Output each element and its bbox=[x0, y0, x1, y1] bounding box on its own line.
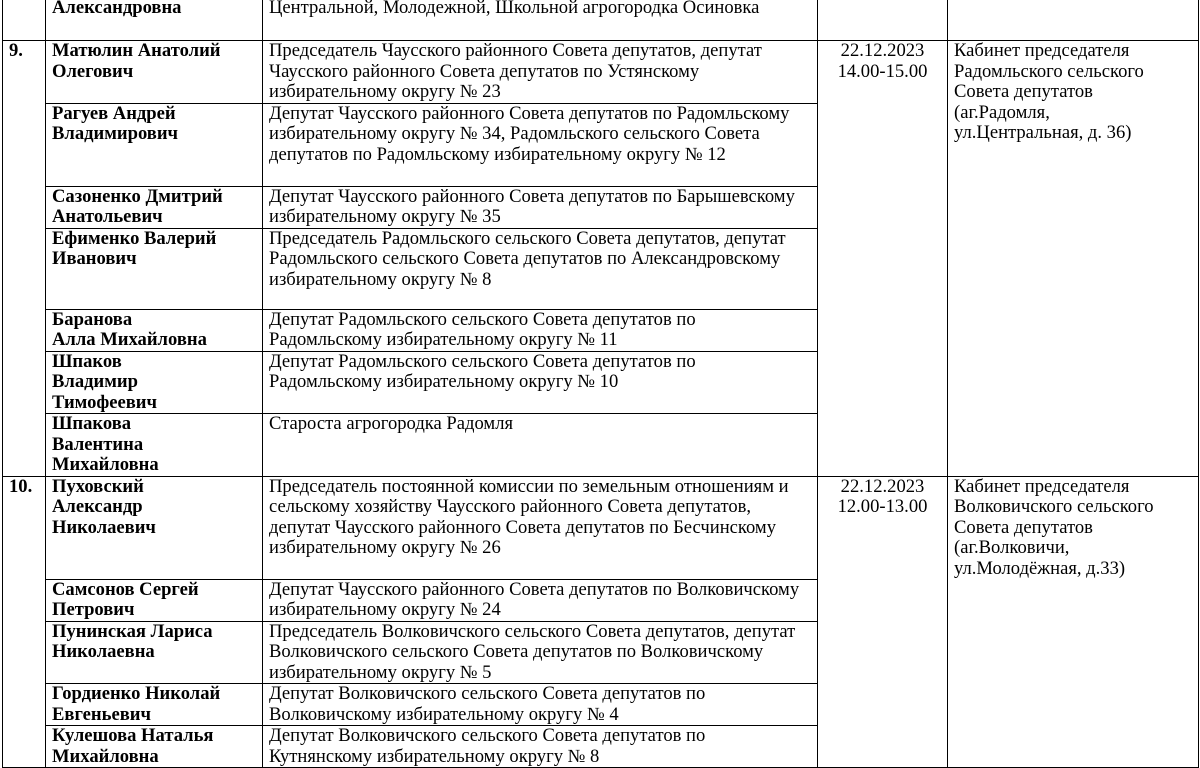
deputy-name: Александровна bbox=[46, 0, 263, 41]
reception-datetime bbox=[818, 0, 948, 41]
deputy-position: Председатель Чаусского районного Совета депутатов, депутат Чаусского районного Совета депутатов по Устянскому избирательному округу № 23 bbox=[263, 41, 818, 104]
deputy-name: Рагуев Андрей Владимирович bbox=[46, 103, 263, 186]
deputy-position: Депутат Чаусского районного Совета депутатов по Радомльскому избирательному округу № 34, Радомльского сельского Совета депутатов по Радомльскому избирательному округу № 12 bbox=[263, 103, 818, 186]
deputy-name: Кулешова Наталья Михайловна bbox=[46, 726, 263, 768]
row-number: 10. bbox=[3, 476, 46, 768]
deputy-position: Депутат Чаусского районного Совета депутатов по Волковичскому избирательному округу № 24 bbox=[263, 579, 818, 621]
table-row bbox=[3, 476, 1199, 579]
deputy-name: Ефименко Валерий Иванович bbox=[46, 228, 263, 309]
deputy-name: Шпаков Владимир Тимофеевич bbox=[46, 351, 263, 414]
reception-datetime: 22.12.2023 14.00-15.00 bbox=[818, 41, 948, 477]
reception-place bbox=[948, 0, 1199, 41]
deputy-position: Центральной, Молодежной, Школьной агрогородка Осиновка bbox=[263, 0, 818, 41]
reception-place: Кабинет председателя Волковичского сельского Совета депутатов (аг.Волковичи, ул.Молодёжная, д.33) bbox=[948, 476, 1199, 768]
deputy-position: Староста агрогородка Радомля bbox=[263, 414, 818, 477]
deputy-name: Баранова Алла Михайловна bbox=[46, 309, 263, 351]
deputy-position: Депутат Волковичского сельского Совета депутатов по Волковичскому избирательному округу № 4 bbox=[263, 684, 818, 726]
deputy-name: Сазоненко Дмитрий Анатольевич bbox=[46, 186, 263, 228]
deputy-name: Матюлин Анатолий Олегович bbox=[46, 41, 263, 104]
reception-schedule-table bbox=[2, 0, 1199, 768]
table-row bbox=[3, 0, 1199, 41]
deputy-position: Депутат Радомльского сельского Совета депутатов по Радомльскому избирательному округу № 10 bbox=[263, 351, 818, 414]
reception-place: Кабинет председателя Радомльского сельского Совета депутатов (аг.Радомля, ул.Центральная, д. 36) bbox=[948, 41, 1199, 477]
deputy-position: Депутат Радомльского сельского Совета депутатов по Радомльскому избирательному округу № 11 bbox=[263, 309, 818, 351]
deputy-position: Депутат Волковичского сельского Совета депутатов по Кутнянскому избирательному округу № 8 bbox=[263, 726, 818, 768]
table-row bbox=[3, 41, 1199, 104]
deputy-name: Самсонов Сергей Петрович bbox=[46, 579, 263, 621]
row-number: 9. bbox=[3, 41, 46, 477]
deputy-position: Депутат Чаусского районного Совета депутатов по Барышевскому избирательному округу № 35 bbox=[263, 186, 818, 228]
deputy-position: Председатель Волковичского сельского Совета депутатов, депутат Волковичского сельского Совета депутатов по Волковичскому избирательному округу № 5 bbox=[263, 621, 818, 684]
deputy-name: Шпакова Валентина Михайловна bbox=[46, 414, 263, 477]
row-number bbox=[3, 0, 46, 41]
reception-datetime: 22.12.2023 12.00-13.00 bbox=[818, 476, 948, 768]
deputy-position: Председатель Радомльского сельского Совета депутатов, депутат Радомльского сельского Совета депутатов по Александровскому избирательному округу № 8 bbox=[263, 228, 818, 309]
deputy-position: Председатель постоянной комиссии по земельным отношениям и сельскому хозяйству Чаусского районного Совета депутатов, депутат Чаусского районного Совета депутатов по Бесчинскому избирательному округу № 26 bbox=[263, 476, 818, 579]
deputy-name: Гордиенко Николай Евгеньевич bbox=[46, 684, 263, 726]
deputy-name: Пунинская Лариса Николаевна bbox=[46, 621, 263, 684]
deputy-name: Пуховский Александр Николаевич bbox=[46, 476, 263, 579]
